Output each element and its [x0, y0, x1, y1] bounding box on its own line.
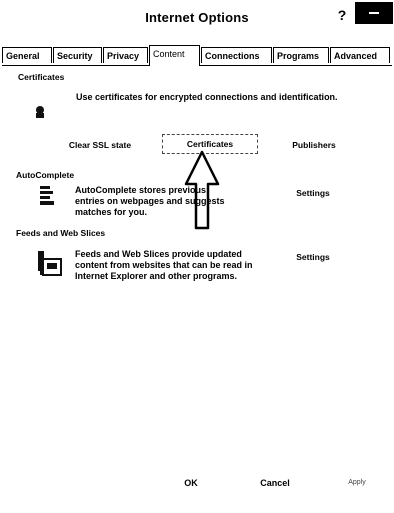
- apply-button[interactable]: Apply: [348, 479, 366, 486]
- feeds-icon: [37, 249, 65, 277]
- certificate-icon: [33, 105, 47, 119]
- autocomplete-settings-button[interactable]: Settings: [296, 188, 330, 198]
- tab-security[interactable]: Security: [53, 47, 102, 63]
- close-icon: [369, 12, 379, 14]
- tab-programs[interactable]: Programs: [273, 47, 329, 63]
- window-title: Internet Options: [145, 10, 249, 25]
- tab-connections[interactable]: Connections: [201, 47, 272, 63]
- feeds-heading: Feeds and Web Slices: [16, 228, 106, 238]
- autocomplete-heading: AutoComplete: [16, 170, 75, 180]
- help-button[interactable]: ?: [337, 7, 347, 23]
- tab-general[interactable]: General: [2, 47, 52, 63]
- autocomplete-icon: [39, 185, 55, 207]
- feeds-description: Feeds and Web Slices provide updated content from websites that can be read in Internet Explorer and other programs.: [75, 249, 253, 281]
- cancel-button[interactable]: Cancel: [260, 478, 290, 488]
- close-button[interactable]: [355, 2, 393, 24]
- certificates-heading: Certificates: [18, 72, 65, 82]
- tab-content[interactable]: Content: [149, 45, 200, 66]
- certificates-description: Use certificates for encrypted connections and identification.: [76, 92, 338, 102]
- tab-strip: [2, 45, 392, 66]
- clear-ssl-state-button[interactable]: Clear SSL state: [68, 140, 132, 150]
- autocomplete-description: AutoComplete stores previous entries on webpages and suggests matches for you.: [75, 185, 225, 217]
- tab-advanced[interactable]: Advanced: [330, 47, 390, 63]
- tab-privacy[interactable]: Privacy: [103, 47, 148, 63]
- ok-button[interactable]: OK: [184, 478, 198, 488]
- publishers-button[interactable]: Publishers: [292, 140, 336, 150]
- certificates-button[interactable]: Certificates: [162, 134, 258, 154]
- title-bar: [0, 0, 394, 38]
- feeds-settings-button[interactable]: Settings: [296, 252, 330, 262]
